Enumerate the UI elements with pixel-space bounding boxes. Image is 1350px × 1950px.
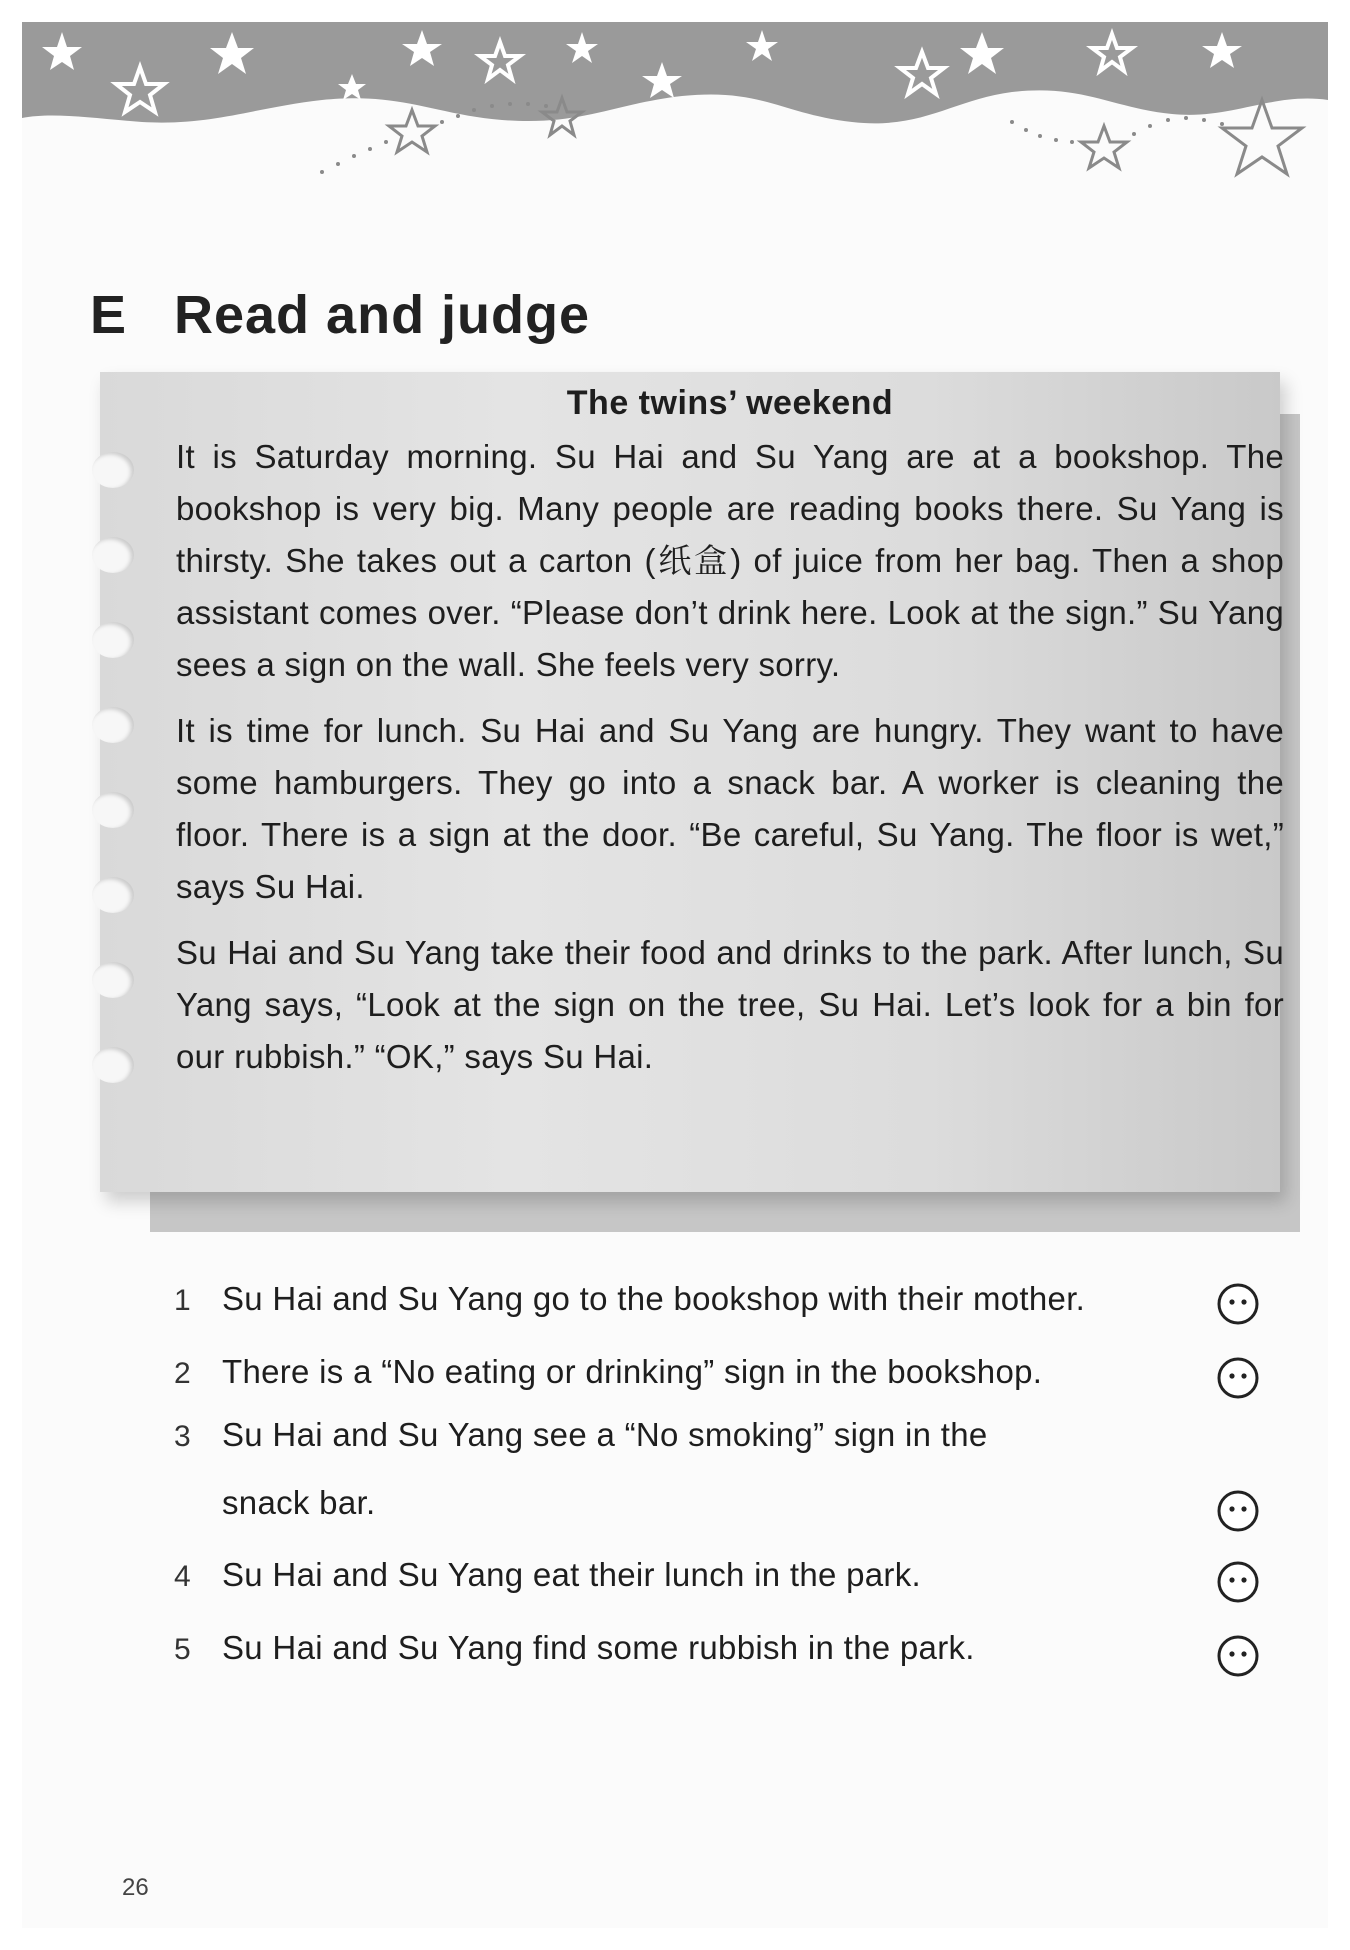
question-number: 4 — [174, 1560, 191, 1593]
smiley-face-icon[interactable] — [1216, 1560, 1260, 1604]
question-text: Su Hai and Su Yang eat their lunch in the park. — [222, 1556, 921, 1593]
page-number: 26 — [122, 1874, 149, 1901]
question-text: Su Hai and Su Yang find some rubbish in the park. — [222, 1629, 975, 1666]
question-text: Su Hai and Su Yang see a “No smoking” sign in the — [222, 1416, 988, 1453]
story-paragraph: It is time for lunch. Su Hai and Su Yang are hungry. They want to have some hamburgers. They go into a snack bar. A worker is cleaning the floor. There is a sign at the door. “Be careful, Su Yang. The floor is wet,” says Su Hai. — [176, 712, 1284, 905]
section-letter: E — [90, 285, 127, 345]
question-text-continued: snack bar. — [222, 1484, 376, 1521]
question-number: 2 — [174, 1357, 191, 1390]
question-text: Su Hai and Su Yang go to the bookshop with their mother. — [222, 1280, 1086, 1317]
question-number: 5 — [174, 1633, 191, 1666]
section-title: Read and judge — [174, 285, 591, 345]
smiley-face-icon[interactable] — [1216, 1356, 1260, 1400]
judge-questions — [22, 22, 1328, 1928]
smiley-face-icon[interactable] — [1216, 1489, 1260, 1533]
question-number: 3 — [174, 1420, 191, 1453]
smiley-face-icon[interactable] — [1216, 1634, 1260, 1678]
question-number: 1 — [174, 1284, 191, 1317]
story-paragraph: Su Hai and Su Yang take their food and drinks to the park. After lunch, Su Yang says, “Look at the sign on the tree, Su Hai. Let’s look for a bin for our rubbish.” “OK,” says Su Hai. — [176, 934, 1284, 1075]
smiley-face-icon[interactable] — [1216, 1282, 1260, 1326]
story-paragraph: It is Saturday morning. Su Hai and Su Yang are at a bookshop. The bookshop is very big. Many people are reading books there. Su Yang is thirsty. She takes out a carton (纸盒) of juice from her bag. Then a shop assistant comes over. “Please don’t drink here. Look at the sign.” Su Yang sees a sign on the wall. She feels very sorry. — [176, 438, 1284, 683]
story-title: The twins’ weekend — [566, 384, 894, 422]
question-text: There is a “No eating or drinking” sign in the bookshop. — [222, 1353, 1043, 1390]
workbook-page — [22, 22, 1328, 1928]
